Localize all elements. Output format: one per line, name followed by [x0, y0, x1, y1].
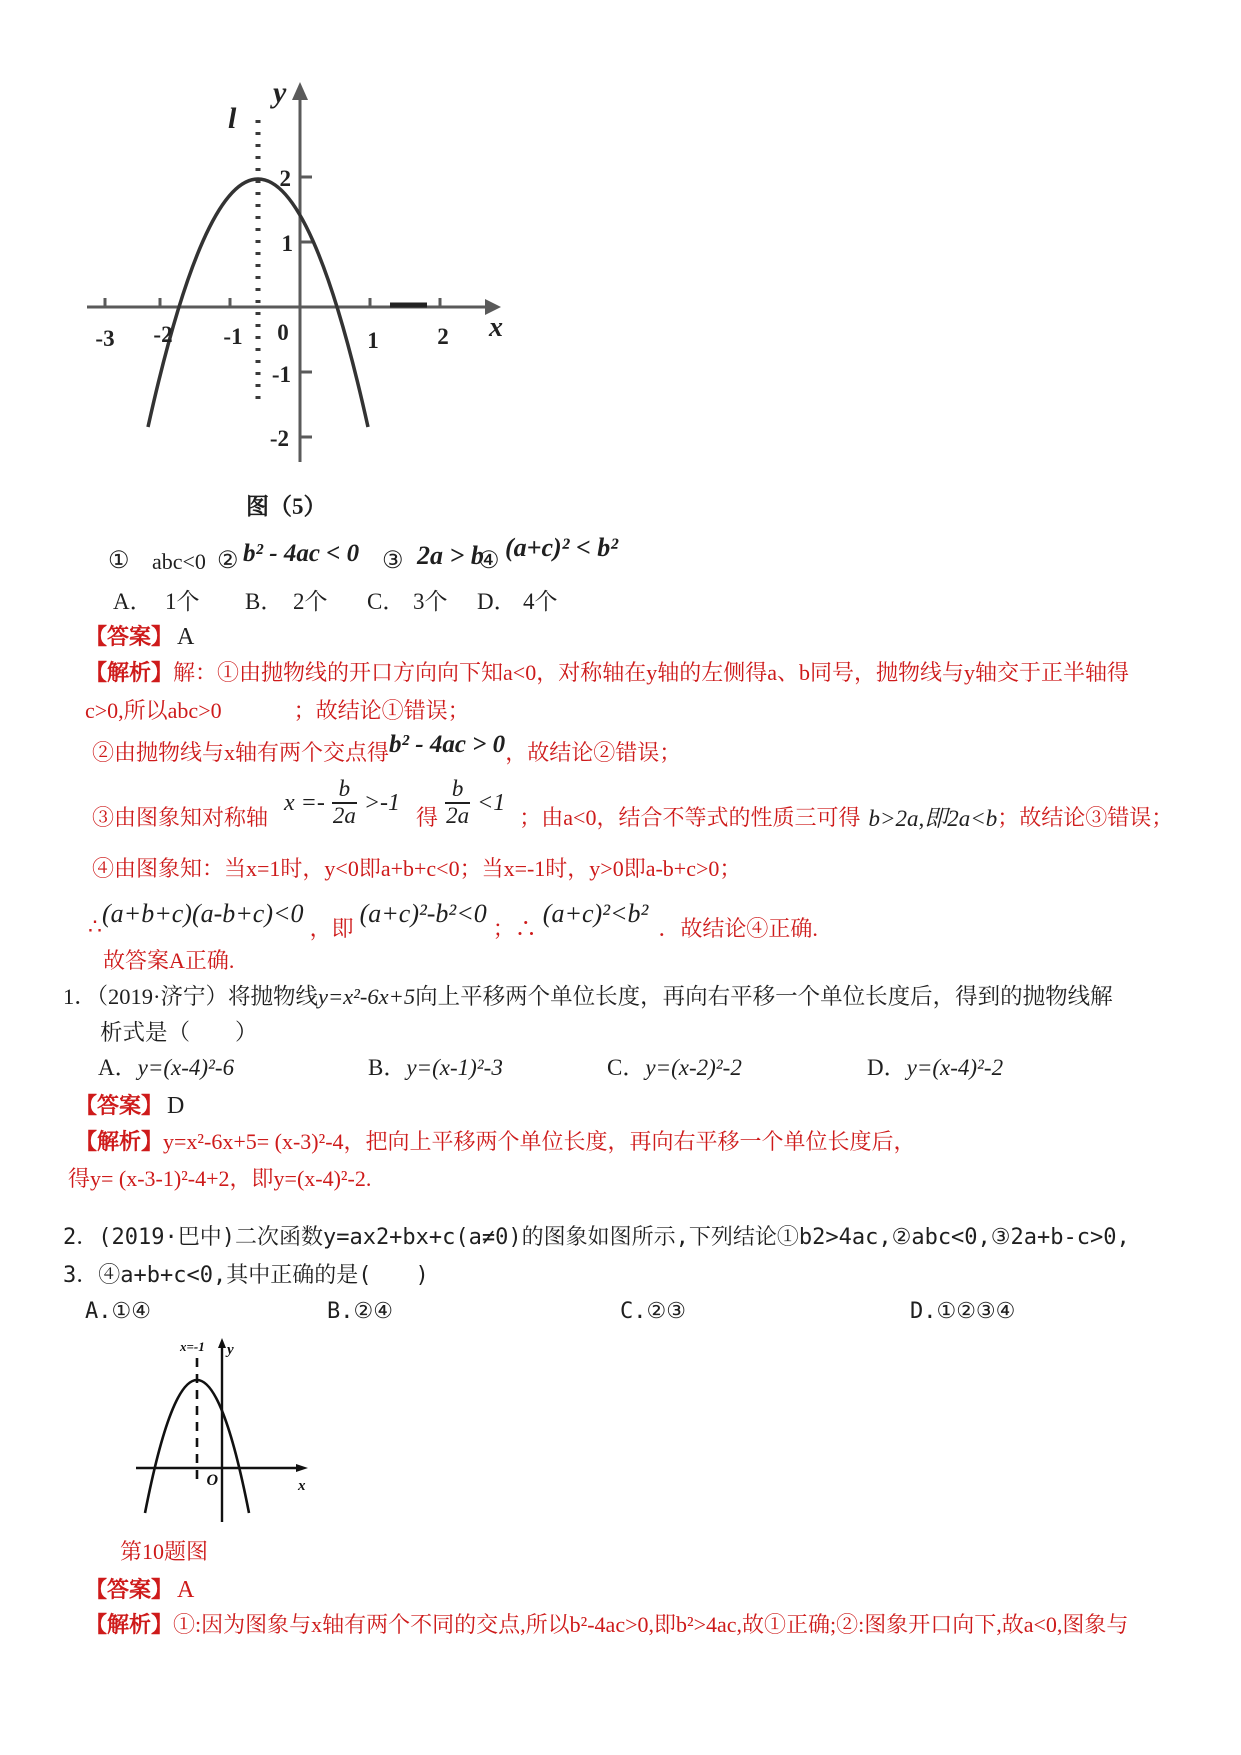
statement-1-text: abc<0	[152, 549, 206, 574]
x-axis-label: x	[298, 1478, 306, 1494]
statement-4-num: ④	[478, 548, 500, 574]
answer-value: A	[177, 1577, 195, 1603]
origin-label: 0	[277, 320, 289, 345]
stem-text: 3．④a+b+c<0,其中正确的是( )	[63, 1263, 429, 1288]
choice-a: A.①④	[85, 1299, 151, 1324]
answer-value: A	[177, 624, 195, 650]
x-axis-arrow	[296, 1464, 308, 1472]
inline-formula: b² - 4ac > 0	[389, 731, 506, 758]
formula-lead: x =-	[284, 789, 325, 816]
analysis-text: ；故结论③错误；	[997, 804, 1174, 830]
answer-value: D	[167, 1093, 185, 1119]
y-axis-arrow	[218, 1338, 226, 1348]
analysis-text: 故答案A正确.	[103, 948, 235, 973]
figure1-caption: 图（5）	[246, 494, 327, 519]
p0-analysis-line3	[92, 731, 682, 768]
stem-text: 析式是（ ）	[100, 1020, 258, 1045]
choice-d	[867, 1054, 1003, 1083]
statement-2-num: ②	[217, 548, 239, 574]
choice-b	[368, 1054, 503, 1083]
figure1-axes	[87, 98, 485, 462]
q1-analysis-line2	[68, 1165, 371, 1193]
analysis-label: 【解析】	[85, 660, 174, 685]
choice-d-text: y=(x-4)²-2	[906, 1055, 1004, 1080]
choice-c-label: C．	[607, 1055, 646, 1080]
answer-label: 【答案】	[85, 624, 174, 649]
analysis-text: ；∴	[492, 915, 537, 941]
fraction-numerator: b	[445, 777, 471, 804]
p0-analysis-line6	[88, 886, 818, 942]
choice-c	[607, 1054, 742, 1083]
analysis-text: 得y= (x-3-1)²-4+2，即y=(x-4)²-2.	[68, 1166, 372, 1191]
y-axis-label: y	[227, 1342, 234, 1358]
inline-formula: b>2a,即2a<b	[868, 805, 998, 831]
formula-tail: <1	[477, 789, 506, 816]
analysis-text: ②由抛物线与x轴有两个交点得	[92, 740, 390, 765]
p0-analysis-line2	[85, 697, 470, 725]
choice-a-label: A．	[98, 1055, 138, 1080]
inline-formula: (a+c)²-b²<0	[359, 899, 487, 928]
statement-1-num: ①	[108, 548, 130, 574]
analysis-text: ，即	[309, 915, 354, 941]
choice-a	[98, 1054, 234, 1083]
choice-b-text: 2个	[293, 589, 328, 614]
analysis-text: ；由a<0，结合不等式的性质三可得	[519, 804, 861, 830]
analysis-label: 【解析】	[75, 1129, 164, 1154]
choice-a-label: A．	[113, 589, 153, 614]
y-axis-arrow	[292, 82, 308, 100]
q2-analysis-line1	[85, 1611, 1128, 1639]
analysis-text: c>0,所以abc>0	[85, 698, 222, 723]
q1-stem-line2	[100, 1019, 258, 1047]
statements-row	[0, 533, 1241, 584]
q2-stem-line2	[63, 1262, 429, 1290]
therefore-sign: ∴	[88, 914, 102, 939]
svg-text:1: 1	[367, 328, 379, 353]
figure-parabola-1	[85, 72, 515, 484]
fraction	[444, 777, 471, 829]
analysis-text: ④由图象知：当x=1时，y<0即a+b+c<0；当x=-1时，y>0即a-b+c>0；	[92, 856, 742, 881]
figure2-caption: 第10题图	[120, 1539, 209, 1564]
analysis-text: y=x²-6x+5= (x-3)²-4，把向上平移两个单位长度，再向右平移一个单位长度后，	[163, 1129, 916, 1154]
stem-text: 2．(2019·巴中)二次函数y=ax2+bx+c(a≠0)的图象如图所示,下列结论①b2>4ac,②abc<0,③2a+b-c>0,	[63, 1225, 1130, 1250]
choice-c-text: y=(x-2)²-2	[645, 1055, 742, 1080]
analysis-text: 解：①由抛物线的开口方向向下知a<0，对称轴在y轴的左侧得a、b同号，抛物线与y轴交于正半轴得	[173, 660, 1129, 685]
answer-label: 【答案】	[85, 1577, 174, 1602]
statement-3-text: 2a > b	[417, 541, 484, 570]
choice-d: D.①②③④	[910, 1299, 1016, 1324]
q1-answer-row	[75, 1091, 184, 1121]
x-axis-label: x	[489, 312, 503, 343]
q2-stem-line1	[63, 1224, 1130, 1252]
inline-formula: (a+c)²<b²	[542, 899, 649, 928]
choice-c: C.②③	[620, 1299, 686, 1324]
svg-text:2: 2	[279, 166, 291, 191]
p0-answer-row	[85, 622, 194, 652]
choice-c-text: 3个	[413, 589, 448, 614]
q2-answer-row	[85, 1575, 194, 1605]
statement-3-num: ③	[382, 548, 404, 574]
figure2-axes	[136, 1346, 296, 1522]
choice-d-label: D．	[477, 589, 517, 614]
svg-text:-3: -3	[95, 326, 115, 351]
choice-d-label: D．	[867, 1055, 907, 1080]
p0-analysis-line5	[92, 855, 741, 883]
analysis-text: ①:因为图象与x轴有两个不同的交点,所以b²-4ac>0,即b²>4ac,故①正确;②:图象开口向下,故a<0,图象与	[173, 1612, 1129, 1637]
choice-a-text: y=(x-4)²-6	[137, 1055, 235, 1080]
q1-choices-row	[0, 1054, 1241, 1086]
q1-stem-line1	[63, 983, 1113, 1011]
stem-text: 1．（2019·济宁）将抛物线	[63, 984, 318, 1009]
analysis-text: ．故结论④正确.	[658, 915, 818, 941]
q2-choices-row	[0, 1298, 1241, 1330]
y-axis-label: y	[273, 76, 287, 109]
p0-analysis-line7	[103, 947, 234, 975]
analysis-label: 【解析】	[85, 1612, 174, 1637]
choice-b: B.②④	[327, 1299, 393, 1324]
svg-text:1: 1	[281, 231, 293, 256]
formula-tail: >-1	[363, 789, 401, 816]
p0-analysis-line4	[92, 772, 1173, 834]
fraction-denominator: 2a	[446, 803, 470, 828]
svg-text:-2: -2	[269, 426, 289, 451]
analysis-text: ，故结论②错误；	[505, 740, 682, 765]
symmetry-line-label: x=-1	[180, 1339, 205, 1354]
analysis-text: ③由图象知对称轴	[92, 804, 269, 830]
fraction-numerator: b	[332, 777, 358, 804]
svg-text:-1: -1	[223, 324, 243, 349]
choice-d-text: 4个	[523, 589, 558, 614]
choice-b-text: y=(x-1)²-3	[406, 1055, 503, 1080]
answer-label: 【答案】	[75, 1093, 164, 1118]
fraction-denominator: 2a	[332, 803, 356, 828]
p0-analysis-line1	[85, 659, 1129, 687]
p0-choices-row	[0, 588, 1241, 620]
statement-4-text: (a+c)² < b²	[505, 533, 619, 562]
figure-parabola-2	[108, 1338, 318, 1530]
svg-text:-1: -1	[271, 362, 291, 387]
q1-analysis-line1	[75, 1128, 916, 1156]
analysis-text: ；故结论①错误；	[293, 698, 470, 723]
symmetry-line-label: l	[228, 102, 237, 135]
choice-c-label: C．	[367, 589, 406, 614]
inline-formula: (a+b+c)(a-b+c)<0	[102, 899, 304, 928]
x-tick-labels	[95, 322, 448, 353]
stem-text: 向上平移两个单位长度，再向右平移一个单位长度后，得到的抛物线解	[415, 984, 1113, 1009]
fraction	[331, 777, 358, 829]
svg-text:-2: -2	[153, 322, 173, 347]
choice-a-text: 1个	[165, 589, 200, 614]
statement-2-text: b² - 4ac < 0	[243, 540, 360, 567]
choice-b-label: B．	[368, 1055, 407, 1080]
choice-b-label: B．	[245, 589, 284, 614]
analysis-text: 得	[416, 804, 439, 830]
svg-text:2: 2	[437, 324, 449, 349]
stem-formula: y=x²-6x+5	[318, 984, 416, 1009]
origin-label: O	[206, 1472, 218, 1489]
